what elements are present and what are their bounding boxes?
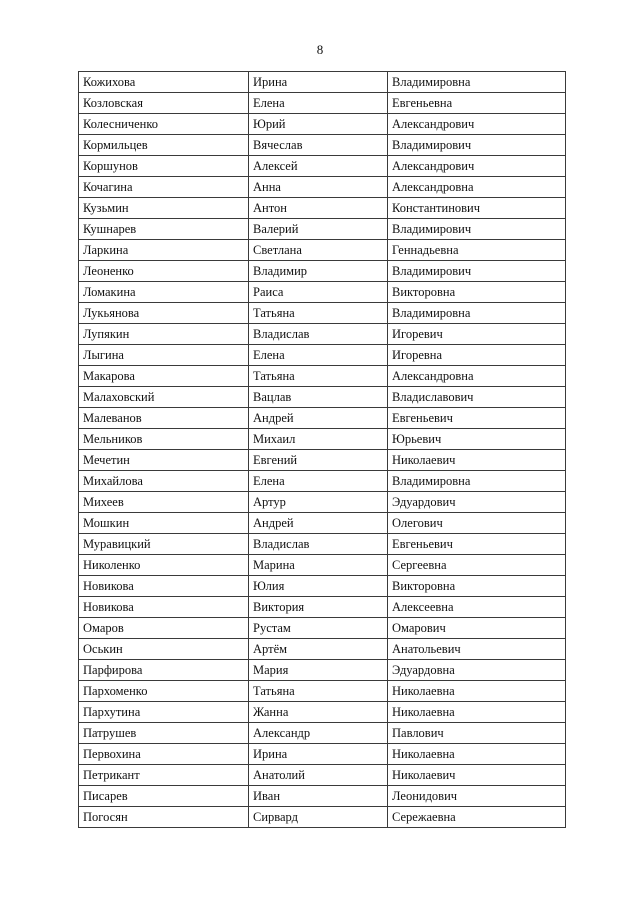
surname-cell: Мечетин xyxy=(79,450,249,471)
patronymic-cell: Владимирович xyxy=(388,135,566,156)
surname-cell: Омаров xyxy=(79,618,249,639)
patronymic-cell: Анатольевич xyxy=(388,639,566,660)
first-name-cell: Марина xyxy=(249,555,388,576)
table-row xyxy=(79,786,566,807)
surname-cell: Кушнарев xyxy=(79,219,249,240)
surname-cell: Лукьянова xyxy=(79,303,249,324)
first-name-cell: Иван xyxy=(249,786,388,807)
first-name-cell: Жанна xyxy=(249,702,388,723)
patronymic-cell: Игоревич xyxy=(388,324,566,345)
first-name-cell: Светлана xyxy=(249,240,388,261)
first-name-cell: Андрей xyxy=(249,513,388,534)
first-name-cell: Вячеслав xyxy=(249,135,388,156)
first-name-cell: Татьяна xyxy=(249,303,388,324)
surname-cell: Лупякин xyxy=(79,324,249,345)
table-row xyxy=(79,366,566,387)
surname-cell: Мошкин xyxy=(79,513,249,534)
patronymic-cell: Николаевна xyxy=(388,681,566,702)
patronymic-cell: Юрьевич xyxy=(388,429,566,450)
patronymic-cell: Владимировна xyxy=(388,72,566,93)
table-row xyxy=(79,282,566,303)
first-name-cell: Раиса xyxy=(249,282,388,303)
surname-cell: Первохина xyxy=(79,744,249,765)
first-name-cell: Мария xyxy=(249,660,388,681)
surname-cell: Михайлова xyxy=(79,471,249,492)
first-name-cell: Валерий xyxy=(249,219,388,240)
surname-cell: Колесниченко xyxy=(79,114,249,135)
patronymic-cell: Николаевич xyxy=(388,450,566,471)
first-name-cell: Елена xyxy=(249,471,388,492)
patronymic-cell: Владиславович xyxy=(388,387,566,408)
surname-cell: Оськин xyxy=(79,639,249,660)
patronymic-cell: Николаевич xyxy=(388,765,566,786)
names-table-body xyxy=(79,72,566,828)
surname-cell: Муравицкий xyxy=(79,534,249,555)
names-table xyxy=(78,71,566,828)
first-name-cell: Владимир xyxy=(249,261,388,282)
surname-cell: Николенко xyxy=(79,555,249,576)
patronymic-cell: Игоревна xyxy=(388,345,566,366)
table-row xyxy=(79,93,566,114)
surname-cell: Кожихова xyxy=(79,72,249,93)
first-name-cell: Артём xyxy=(249,639,388,660)
surname-cell: Михеев xyxy=(79,492,249,513)
surname-cell: Новикова xyxy=(79,576,249,597)
patronymic-cell: Александрович xyxy=(388,156,566,177)
patronymic-cell: Павлович xyxy=(388,723,566,744)
patronymic-cell: Эдуардовна xyxy=(388,660,566,681)
surname-cell: Малаховский xyxy=(79,387,249,408)
table-row xyxy=(79,618,566,639)
first-name-cell: Юлия xyxy=(249,576,388,597)
table-row xyxy=(79,702,566,723)
patronymic-cell: Евгеньевич xyxy=(388,408,566,429)
patronymic-cell: Евгеньевна xyxy=(388,93,566,114)
patronymic-cell: Леонидович xyxy=(388,786,566,807)
patronymic-cell: Эдуардович xyxy=(388,492,566,513)
table-row xyxy=(79,198,566,219)
first-name-cell: Татьяна xyxy=(249,681,388,702)
patronymic-cell: Константинович xyxy=(388,198,566,219)
surname-cell: Коршунов xyxy=(79,156,249,177)
table-row xyxy=(79,156,566,177)
first-name-cell: Анна xyxy=(249,177,388,198)
patronymic-cell: Омарович xyxy=(388,618,566,639)
table-row xyxy=(79,807,566,828)
surname-cell: Козловская xyxy=(79,93,249,114)
table-row xyxy=(79,408,566,429)
surname-cell: Кочагина xyxy=(79,177,249,198)
surname-cell: Ларкина xyxy=(79,240,249,261)
patronymic-cell: Геннадьевна xyxy=(388,240,566,261)
page-number: 8 xyxy=(316,42,324,57)
table-row xyxy=(79,429,566,450)
table-row xyxy=(79,534,566,555)
surname-cell: Леоненко xyxy=(79,261,249,282)
patronymic-cell: Александровна xyxy=(388,177,566,198)
patronymic-cell: Викторовна xyxy=(388,282,566,303)
table-row xyxy=(79,177,566,198)
surname-cell: Мельников xyxy=(79,429,249,450)
table-row xyxy=(79,513,566,534)
table-row xyxy=(79,597,566,618)
patronymic-cell: Николаевна xyxy=(388,744,566,765)
table-row xyxy=(79,303,566,324)
table-row xyxy=(79,72,566,93)
table-row xyxy=(79,219,566,240)
table-row xyxy=(79,387,566,408)
table-row xyxy=(79,324,566,345)
first-name-cell: Антон xyxy=(249,198,388,219)
table-row xyxy=(79,345,566,366)
surname-cell: Патрушев xyxy=(79,723,249,744)
table-row xyxy=(79,576,566,597)
first-name-cell: Владислав xyxy=(249,534,388,555)
first-name-cell: Виктория xyxy=(249,597,388,618)
table-row xyxy=(79,240,566,261)
surname-cell: Парфирова xyxy=(79,660,249,681)
table-row xyxy=(79,723,566,744)
first-name-cell: Ирина xyxy=(249,744,388,765)
surname-cell: Макарова xyxy=(79,366,249,387)
first-name-cell: Ирина xyxy=(249,72,388,93)
table-row xyxy=(79,555,566,576)
table-row xyxy=(79,639,566,660)
surname-cell: Погосян xyxy=(79,807,249,828)
table-row xyxy=(79,471,566,492)
patronymic-cell: Николаевна xyxy=(388,702,566,723)
table-row xyxy=(79,261,566,282)
first-name-cell: Андрей xyxy=(249,408,388,429)
patronymic-cell: Сережаевна xyxy=(388,807,566,828)
surname-cell: Новикова xyxy=(79,597,249,618)
table-row xyxy=(79,450,566,471)
table-row xyxy=(79,114,566,135)
patronymic-cell: Владимировна xyxy=(388,303,566,324)
surname-cell: Пархоменко xyxy=(79,681,249,702)
patronymic-cell: Викторовна xyxy=(388,576,566,597)
patronymic-cell: Олегович xyxy=(388,513,566,534)
first-name-cell: Михаил xyxy=(249,429,388,450)
first-name-cell: Елена xyxy=(249,345,388,366)
patronymic-cell: Алексеевна xyxy=(388,597,566,618)
first-name-cell: Алексей xyxy=(249,156,388,177)
table-row xyxy=(79,744,566,765)
table-row xyxy=(79,765,566,786)
first-name-cell: Анатолий xyxy=(249,765,388,786)
first-name-cell: Сирвард xyxy=(249,807,388,828)
patronymic-cell: Евгеньевич xyxy=(388,534,566,555)
first-name-cell: Александр xyxy=(249,723,388,744)
first-name-cell: Вацлав xyxy=(249,387,388,408)
first-name-cell: Рустам xyxy=(249,618,388,639)
patronymic-cell: Сергеевна xyxy=(388,555,566,576)
patronymic-cell: Владимировна xyxy=(388,471,566,492)
first-name-cell: Евгений xyxy=(249,450,388,471)
surname-cell: Кормильцев xyxy=(79,135,249,156)
surname-cell: Пархутина xyxy=(79,702,249,723)
table-row xyxy=(79,492,566,513)
table-row xyxy=(79,135,566,156)
surname-cell: Писарев xyxy=(79,786,249,807)
patronymic-cell: Александровна xyxy=(388,366,566,387)
table-row xyxy=(79,660,566,681)
patronymic-cell: Владимирович xyxy=(388,219,566,240)
table-row xyxy=(79,681,566,702)
first-name-cell: Татьяна xyxy=(249,366,388,387)
first-name-cell: Владислав xyxy=(249,324,388,345)
first-name-cell: Елена xyxy=(249,93,388,114)
surname-cell: Кузьмин xyxy=(79,198,249,219)
surname-cell: Малеванов xyxy=(79,408,249,429)
first-name-cell: Юрий xyxy=(249,114,388,135)
patronymic-cell: Александрович xyxy=(388,114,566,135)
surname-cell: Петрикант xyxy=(79,765,249,786)
surname-cell: Лыгина xyxy=(79,345,249,366)
patronymic-cell: Владимирович xyxy=(388,261,566,282)
surname-cell: Ломакина xyxy=(79,282,249,303)
first-name-cell: Артур xyxy=(249,492,388,513)
